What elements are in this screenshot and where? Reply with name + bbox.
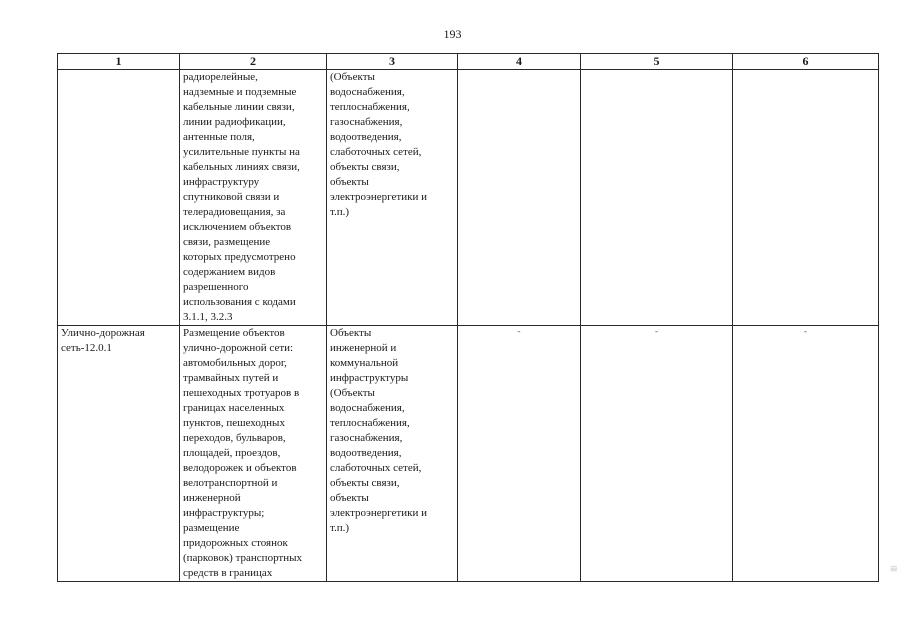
document-table	[57, 53, 879, 582]
table-cell	[458, 326, 581, 582]
table-cell	[581, 326, 733, 582]
page-number: 193	[443, 27, 462, 41]
column-header-3: 3	[327, 54, 458, 70]
table-cell	[327, 326, 458, 582]
table-cell	[58, 70, 180, 326]
column-header-2: 2	[180, 54, 327, 70]
table-cell	[180, 70, 327, 326]
table-row	[58, 326, 879, 582]
scan-margin-mark: ||||	[890, 566, 898, 572]
table-cell	[180, 326, 327, 582]
table-cell	[733, 70, 879, 326]
table-row	[58, 70, 879, 326]
empty-value-dash: -	[655, 326, 658, 336]
column-header-1: 1	[58, 54, 180, 70]
column-header-4: 4	[458, 54, 581, 70]
cell-text: Размещение объектов улично-дорожной сети: автомобильных дорог, трамвайных путей и пешеходных тротуаров в границах населенных пунктов, пешеходных переходов, бульваров, площадей, проездов, велодорожек и объектов велотранспортной и инженерной инфраструктуры; размещение придорожных стоянок (парковок) транспортных средств в границах	[183, 327, 303, 579]
column-header-6: 6	[733, 54, 879, 70]
empty-value-dash: -	[804, 326, 807, 336]
table-cell	[458, 70, 581, 326]
table-cell	[733, 326, 879, 582]
table-cell	[581, 70, 733, 326]
cell-text: Объекты инженерной и коммунальной инфраструктуры (Объекты водоснабжения, теплоснабжения, газоснабжения, водоотведения, слаботочных сетей, объекты связи, объекты электроэнергетики и т.п.)	[330, 327, 427, 534]
table-cell	[327, 70, 458, 326]
column-header-5: 5	[581, 54, 733, 70]
cell-text: радиорелейные, надземные и подземные кабельные линии связи, линии радиофикации, антенные поля, усилительные пункты на кабельных линиях связи, инфраструктуру спутниковой связи и телерадиовещания, за исключением объектов связи, размещение которых предусмотрено содержанием видов разрешенного использования с кодами 3.1.1, 3.2.3	[183, 71, 300, 323]
cell-text: Улично-дорожная сеть-12.0.1	[61, 327, 145, 354]
empty-value-dash: -	[517, 326, 521, 336]
table-cell	[58, 326, 180, 582]
table-header-row	[58, 54, 879, 70]
cell-text: (Объекты водоснабжения, теплоснабжения, газоснабжения, водоотведения, слаботочных сетей, объекты связи, объекты электроэнергетики и т.п.)	[330, 71, 427, 218]
